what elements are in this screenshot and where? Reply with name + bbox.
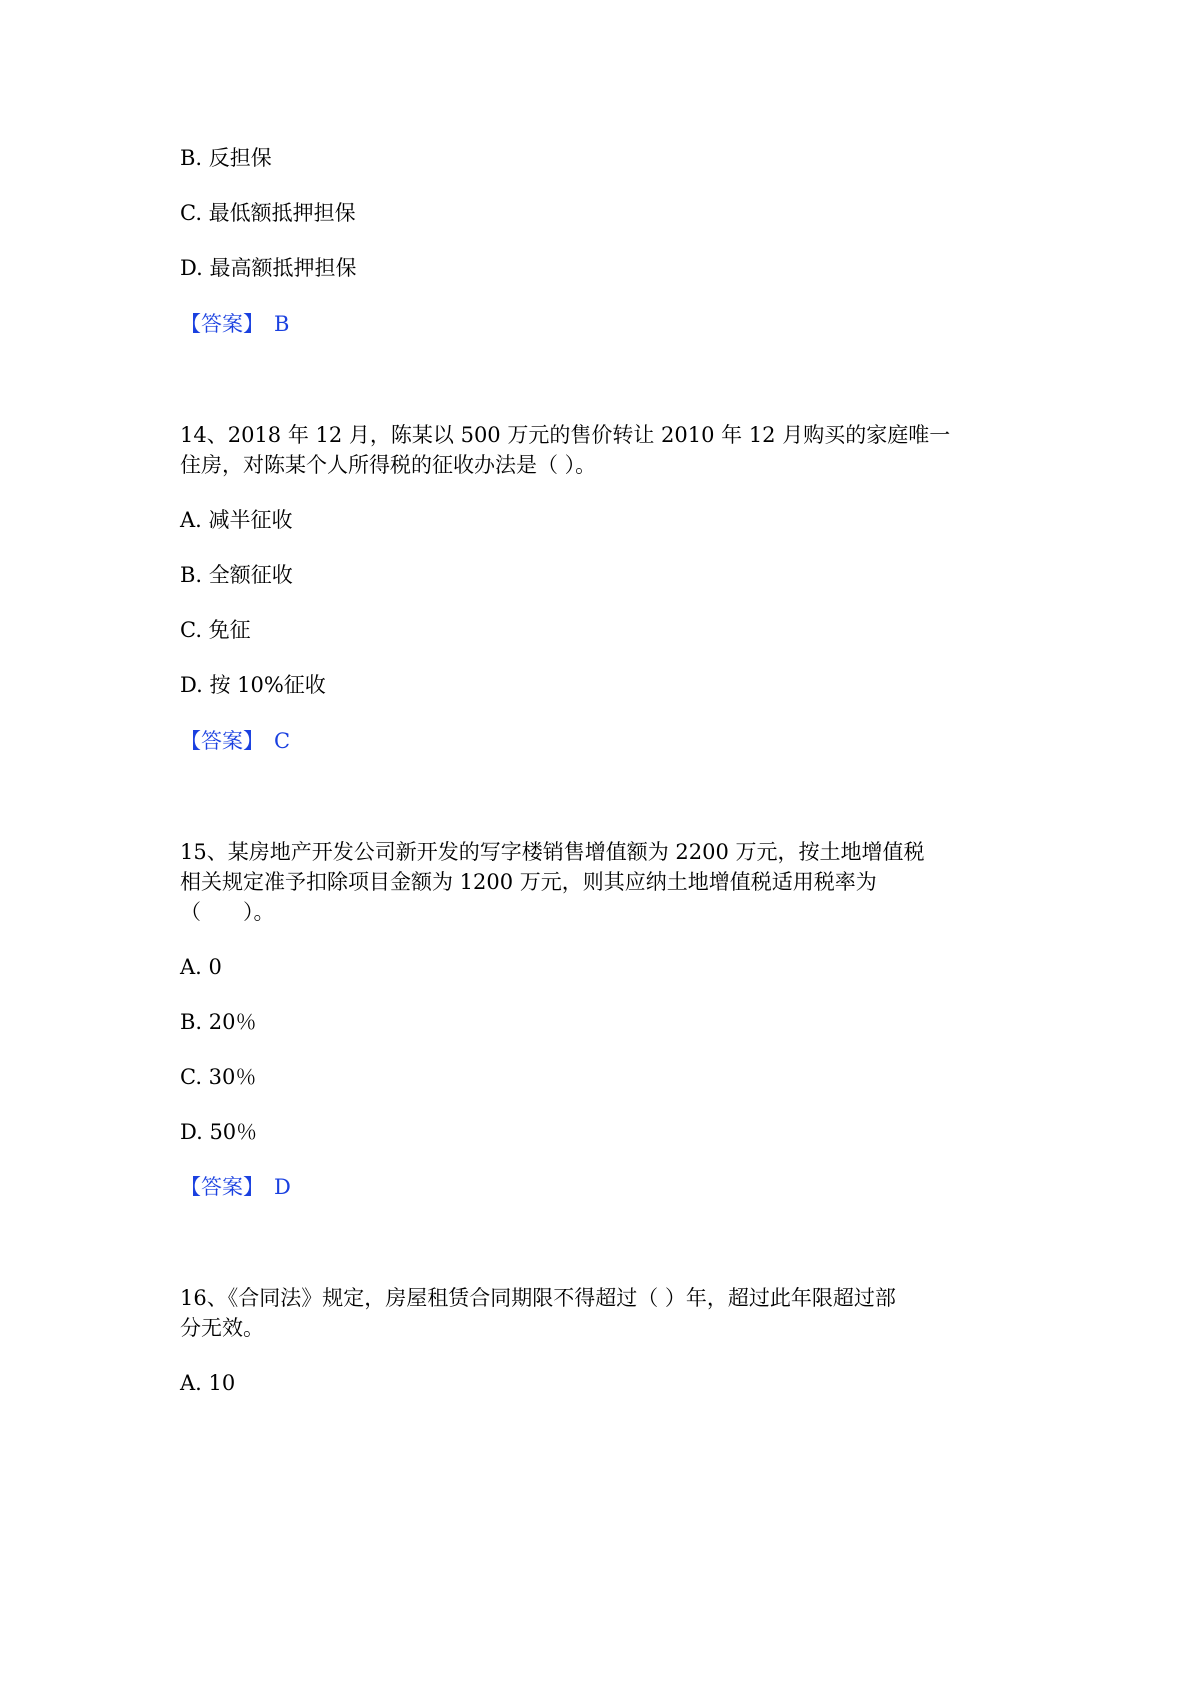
q15-stem-line-1: 15、某房地产开发公司新开发的写字楼销售增值额为 2200 万元，按土地增值税 [180, 840, 925, 864]
q14-option-b: B. 全额征收 [180, 563, 293, 587]
q15-answer [180, 1172, 291, 1202]
q14-answer [180, 726, 290, 756]
q13-option-c: C. 最低额抵押担保 [180, 201, 356, 225]
q13-answer [180, 309, 289, 339]
q15-option-d: D. 50％ [180, 1120, 258, 1144]
q14-answer-value: C [274, 729, 291, 753]
q14-option-d: D. 按 10%征收 [180, 673, 326, 697]
q14-stem-line-2: 住房，对陈某个人所得税的征收办法是（ ）。 [180, 453, 597, 477]
q14-answer-label: 【答案】 [180, 729, 264, 753]
q16-stem-line-2: 分无效。 [180, 1316, 264, 1340]
q14-stem-line-1: 14、2018 年 12 月，陈某以 500 万元的售价转让 2010 年 12 月购买的家庭唯一 [180, 423, 951, 447]
q15-answer-label: 【答案】 [180, 1175, 264, 1199]
q15-option-a: A. 0 [180, 955, 222, 979]
q15-stem-line-3: （ ）。 [180, 900, 275, 924]
q13-answer-value: B [274, 312, 290, 336]
q15-option-c: C. 30％ [180, 1065, 257, 1089]
q13-answer-label: 【答案】 [180, 312, 264, 336]
q14-option-a: A. 减半征收 [180, 508, 293, 532]
q16-stem-line-1: 16、《合同法》规定，房屋租赁合同期限不得超过（ ）年，超过此年限超过部 [180, 1286, 896, 1310]
q14-option-c: C. 免征 [180, 618, 251, 642]
q16-option-a: A. 10 [180, 1371, 236, 1395]
q15-option-b: B. 20％ [180, 1010, 257, 1034]
q15-stem-line-2: 相关规定准予扣除项目金额为 1200 万元，则其应纳土地增值税适用税率为 [180, 870, 877, 894]
q13-option-b: B. 反担保 [180, 146, 272, 170]
q15-answer-value: D [274, 1175, 291, 1199]
q13-option-d: D. 最高额抵押担保 [180, 256, 357, 280]
